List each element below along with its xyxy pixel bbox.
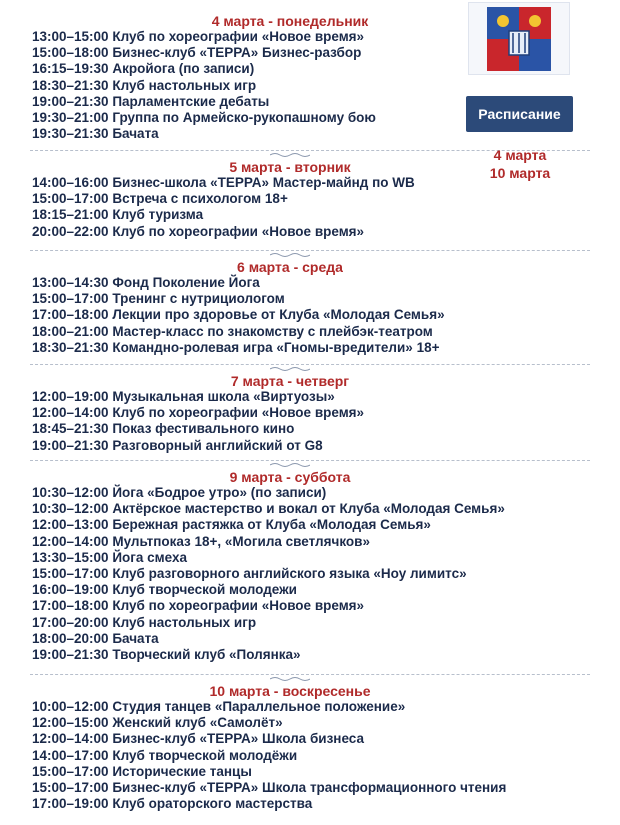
event-row [32,94,269,110]
event-row [32,582,297,598]
date-range-end: 10 марта [489,165,551,181]
event-row [32,485,326,501]
event-row [32,631,159,647]
event-title: Показ фестивального кино [112,421,295,437]
date-range-start: 4 марта [493,147,547,163]
event-title: Клуб творческой молодёжи [112,747,298,763]
event-time: 19:30–21:30 [32,126,109,142]
event-title: Студия танцев «Параллельное положение» [112,699,406,714]
event-row [32,126,159,142]
event-row [32,647,301,663]
section-divider [30,250,590,251]
event-title: Бачата [112,630,159,646]
event-title: Клуб туризма [112,207,204,223]
event-time: 20:00–22:00 [32,223,109,239]
event-time: 10:00–12:00 [32,699,109,714]
event-time: 15:00–17:00 [32,566,109,581]
event-title: Мастер-класс по знакомству с плейбэк-театром [112,323,433,339]
event-time: 19:30–21:00 [32,110,109,125]
event-row [32,534,370,550]
day-title: 7 марта - четверг [230,373,350,389]
event-time: 13:30–15:00 [32,549,109,565]
event-row [32,29,364,45]
event-time: 12:00–14:00 [32,533,109,549]
event-title: Йога смеха [112,549,188,565]
event-time: 12:00–15:00 [32,715,109,731]
event-row [32,615,256,631]
event-title: Лекции про здоровье от Клуба «Молодая Семья» [112,307,445,323]
schedule-badge: Расписание [466,96,573,132]
event-time: 16:15–19:30 [32,61,109,77]
event-title: Бачата [112,126,159,142]
event-time: 17:00–20:00 [32,614,109,630]
event-time: 12:00–13:00 [32,517,109,533]
event-row [32,191,288,207]
day-title: 6 марта - среда [237,259,343,275]
event-title: Бизнес-клуб «ТЕРРА» Школа бизнеса [112,731,364,747]
event-time: 17:00–18:00 [32,598,109,614]
event-title: Парламентские дебаты [112,93,270,109]
event-title: Фонд Поколение Йога [112,275,260,290]
event-row [32,275,260,291]
event-title: Бережная растяжка от Клуба «Молодая Семья» [112,517,431,533]
event-time: 14:00–16:00 [32,175,109,190]
event-title: Клуб творческой молодежи [112,582,297,598]
event-row [32,550,187,566]
event-row [32,175,415,191]
event-title: Бизнес-школа «ТЕРРА» Мастер-майнд по WB [112,175,415,190]
event-time: 18:00–20:00 [32,630,109,646]
event-row [32,291,285,307]
event-title: Йога «Бодрое утро» (по записи) [112,485,327,500]
event-row [32,61,254,77]
event-time: 18:30–21:30 [32,339,109,355]
event-row [32,224,364,240]
event-title: Музыкальная школа «Виртуозы» [112,389,335,404]
event-row [32,438,323,454]
event-row [32,110,376,126]
event-time: 12:00–19:00 [32,389,109,404]
event-title: Исторические танцы [112,763,252,779]
coat-of-arms-icon [468,2,570,75]
event-row [32,566,467,582]
event-time: 13:00–14:30 [32,275,109,290]
event-title: Клуб по хореографии «Новое время» [112,405,365,421]
event-time: 15:00–17:00 [32,291,109,307]
event-time: 15:00–17:00 [32,763,109,779]
event-time: 19:00–21:30 [32,647,109,662]
event-title: Женский клуб «Самолёт» [112,715,283,731]
event-row [32,207,203,223]
event-row [32,307,445,323]
wave-ornament-icon [270,676,310,682]
event-title: Актёрское мастерство и вокал от Клуба «Молодая Семья» [112,501,505,517]
event-time: 10:30–12:00 [32,501,109,517]
section-divider [30,364,590,365]
event-time: 19:00–21:30 [32,437,109,453]
event-row [32,598,364,614]
event-title: Встреча с психологом 18+ [112,191,288,207]
event-time: 12:00–14:00 [32,405,109,421]
event-row [32,389,335,405]
event-time: 15:00–17:00 [32,780,109,795]
event-time: 18:00–21:00 [32,323,109,339]
section-divider [30,460,590,461]
event-title: Творческий клуб «Полянка» [112,647,301,662]
event-title: Бизнес-клуб «ТЕРРА» Бизнес-разбор [112,45,362,61]
event-time: 12:00–14:00 [32,731,109,747]
event-time: 16:00–19:00 [32,582,109,598]
event-title: Клуб ораторского мастерства [112,796,313,812]
event-title: Клуб по хореографии «Новое время» [112,598,365,614]
event-time: 18:15–21:00 [32,207,109,223]
event-time: 15:00–17:00 [32,191,109,207]
event-time: 13:00–15:00 [32,29,109,44]
event-row [32,780,506,796]
event-title: Клуб разговорного английского языка «Ноу лимитс» [112,566,467,581]
event-row [32,405,364,421]
event-row [32,421,294,437]
event-row [32,78,256,94]
event-row [32,731,364,747]
day-title: 4 марта - понедельник [211,13,369,29]
event-title: Группа по Армейско-рукопашному бою [112,110,376,125]
event-time: 19:00–21:30 [32,93,109,109]
event-title: Клуб по хореографии «Новое время» [112,29,365,44]
event-time: 18:45–21:30 [32,421,109,437]
event-time: 10:30–12:00 [32,485,109,500]
event-time: 18:30–21:30 [32,77,109,93]
event-row [32,715,283,731]
event-row [32,517,431,533]
event-row [32,324,433,340]
event-row [32,764,252,780]
event-row [32,45,361,61]
event-title: Мультпоказ 18+, «Могила светлячков» [112,533,370,549]
day-title: 5 марта - вторник [229,159,351,175]
event-time: 17:00–18:00 [32,307,109,323]
event-title: Клуб настольных игр [112,614,257,630]
event-title: Бизнес-клуб «ТЕРРА» Школа трансформационного чтения [112,780,507,795]
day-title: 10 марта - воскресенье [209,683,371,699]
event-time: 14:00–17:00 [32,747,109,763]
event-title: Разговорный английский от G8 [112,437,323,453]
day-title: 9 марта - суббота [229,469,351,485]
event-title: Клуб по хореографии «Новое время» [112,223,365,239]
event-title: Акройога (по записи) [112,61,255,77]
event-time: 17:00–19:00 [32,796,109,812]
event-title: Тренинг с нутрициологом [112,291,285,307]
section-divider [30,674,590,675]
event-title: Клуб настольных игр [112,77,257,93]
event-row [32,340,439,356]
wave-ornament-icon [270,462,310,468]
event-row [32,796,312,812]
wave-ornament-icon [270,152,310,158]
wave-ornament-icon [270,252,310,258]
event-time: 15:00–18:00 [32,45,109,61]
wave-ornament-icon [270,366,310,372]
event-title: Командно-ролевая игра «Гномы-вредители» 18+ [112,339,440,355]
event-row [32,748,297,764]
event-row [32,501,505,517]
event-row [32,699,405,715]
